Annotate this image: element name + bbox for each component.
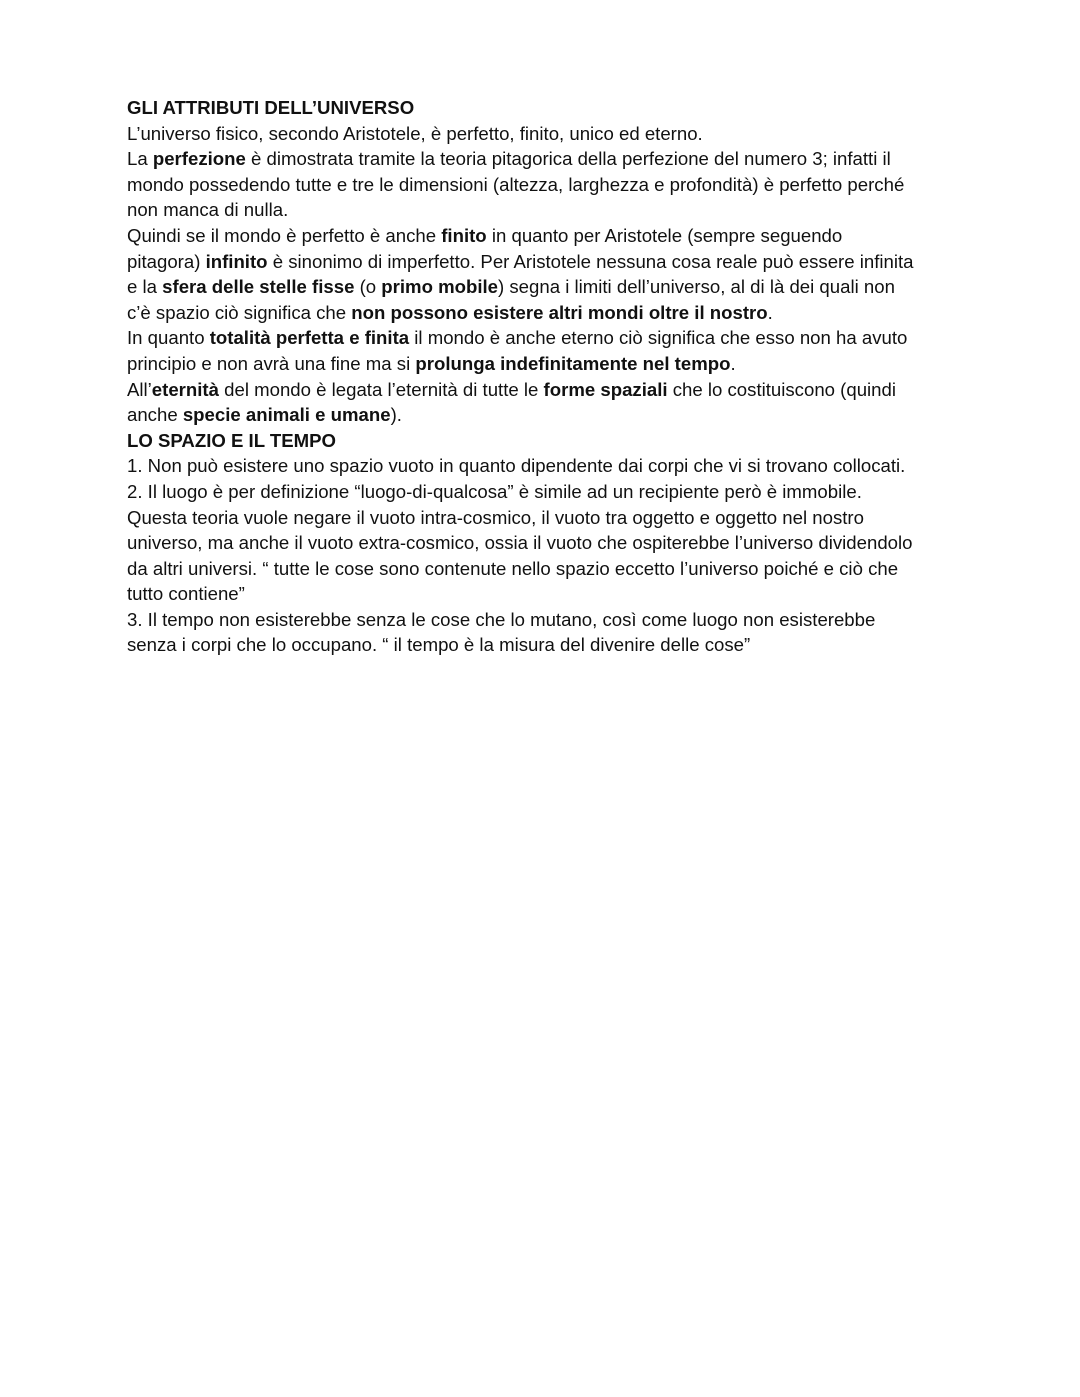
text-run: c’è spazio ciò significa che bbox=[127, 301, 352, 323]
section-heading-attributes: GLI ATTRIBUTI DELL’UNIVERSO bbox=[127, 97, 415, 118]
text-line bbox=[127, 581, 957, 607]
text-line bbox=[127, 479, 957, 505]
text-run: che lo costituiscono (quindi bbox=[667, 378, 896, 400]
text-run: L’universo fisico, secondo Aristotele, è perfetto, finito, unico ed eterno. bbox=[127, 122, 703, 144]
bold-text-run: sfera delle stelle fisse bbox=[162, 276, 355, 298]
text-line bbox=[127, 530, 957, 556]
text-line bbox=[127, 172, 957, 198]
bold-text-run: eternità bbox=[151, 378, 219, 400]
text-line bbox=[127, 146, 957, 172]
bold-text-run: finito bbox=[441, 224, 487, 246]
text-run: e la bbox=[127, 276, 163, 298]
bold-text-run: forme spaziali bbox=[543, 378, 668, 400]
text-run: All’ bbox=[127, 378, 152, 400]
text-run: non manca di nulla. bbox=[127, 199, 289, 221]
text-run: tutto contiene” bbox=[127, 583, 245, 605]
text-run: da altri universi. “ tutte le cose sono contenute nello spazio eccetto l’universo poiché e ciò che bbox=[127, 557, 899, 579]
text-run: In quanto bbox=[127, 327, 210, 349]
text-run: anche bbox=[127, 404, 183, 426]
text-line bbox=[127, 249, 957, 275]
text-run: La bbox=[127, 148, 153, 170]
text-run: . bbox=[730, 352, 736, 374]
text-run: il mondo è anche eterno ciò significa che esso non ha avuto bbox=[409, 327, 908, 349]
section-body-space-time bbox=[127, 453, 957, 658]
bold-text-run: perfezione bbox=[152, 148, 246, 170]
text-line bbox=[127, 351, 957, 377]
text-run: è sinonimo di imperfetto. Per Aristotele nessuna cosa reale può essere infinita bbox=[267, 250, 914, 272]
text-run: 1. Non può esistere uno spazio vuoto in quanto dipendente dai corpi che vi si trovano collocati. bbox=[127, 455, 906, 477]
document-page bbox=[127, 95, 957, 658]
text-run: in quanto per Aristotele (sempre seguendo bbox=[486, 224, 843, 246]
text-line bbox=[127, 274, 957, 300]
text-run: universo, ma anche il vuoto extra-cosmico, ossia il vuoto che ospiterebbe l’universo dividendolo bbox=[127, 532, 913, 554]
bold-text-run: prolunga indefinitamente nel tempo bbox=[415, 352, 731, 374]
text-line bbox=[127, 121, 957, 147]
text-run: è dimostrata tramite la teoria pitagorica della perfezione del numero 3; infatti il bbox=[245, 148, 891, 170]
bold-text-run: non possono esistere altri mondi oltre il nostro bbox=[351, 301, 768, 323]
text-line bbox=[127, 223, 957, 249]
text-run: ) segna i limiti dell’universo, al di là dei quali non bbox=[498, 276, 895, 298]
text-line bbox=[127, 325, 957, 351]
text-line bbox=[127, 556, 957, 582]
text-line bbox=[127, 505, 957, 531]
text-line bbox=[127, 607, 957, 633]
bold-text-run: specie animali e umane bbox=[182, 404, 391, 426]
text-run: pitagora) bbox=[127, 250, 206, 272]
text-line bbox=[127, 632, 957, 658]
text-line bbox=[127, 377, 957, 403]
text-run: mondo possedendo tutte e tre le dimensioni (altezza, larghezza e profondità) è perfetto perché bbox=[127, 173, 905, 195]
text-line bbox=[127, 402, 957, 428]
text-run: principio e non avrà una fine ma si bbox=[127, 352, 416, 374]
bold-text-run: infinito bbox=[205, 250, 268, 272]
section-heading-space-time: LO SPAZIO E IL TEMPO bbox=[127, 429, 337, 451]
bold-text-run: totalità perfetta e finita bbox=[209, 327, 410, 349]
text-run: 2. Il luogo è per definizione “luogo-di-qualcosa” è simile ad un recipiente però è immobile. bbox=[127, 480, 862, 502]
text-run: del mondo è legata l’eternità di tutte le bbox=[218, 378, 544, 400]
text-run: (o bbox=[354, 276, 382, 298]
text-run: Questa teoria vuole negare il vuoto intra-cosmico, il vuoto tra oggetto e oggetto nel nostro bbox=[127, 506, 864, 528]
section-body-attributes bbox=[127, 121, 957, 428]
text-run: 3. Il tempo non esisterebbe senza le cose che lo mutano, così come luogo non esisterebbe bbox=[127, 608, 876, 630]
text-run: ). bbox=[390, 404, 402, 426]
text-run: senza i corpi che lo occupano. “ il tempo è la misura del divenire delle cose” bbox=[127, 634, 751, 656]
text-run: . bbox=[767, 301, 773, 323]
text-run: Quindi se il mondo è perfetto è anche bbox=[127, 224, 442, 246]
bold-text-run: primo mobile bbox=[381, 276, 499, 298]
text-line bbox=[127, 300, 957, 326]
text-line bbox=[127, 453, 957, 479]
text-line bbox=[127, 197, 957, 223]
